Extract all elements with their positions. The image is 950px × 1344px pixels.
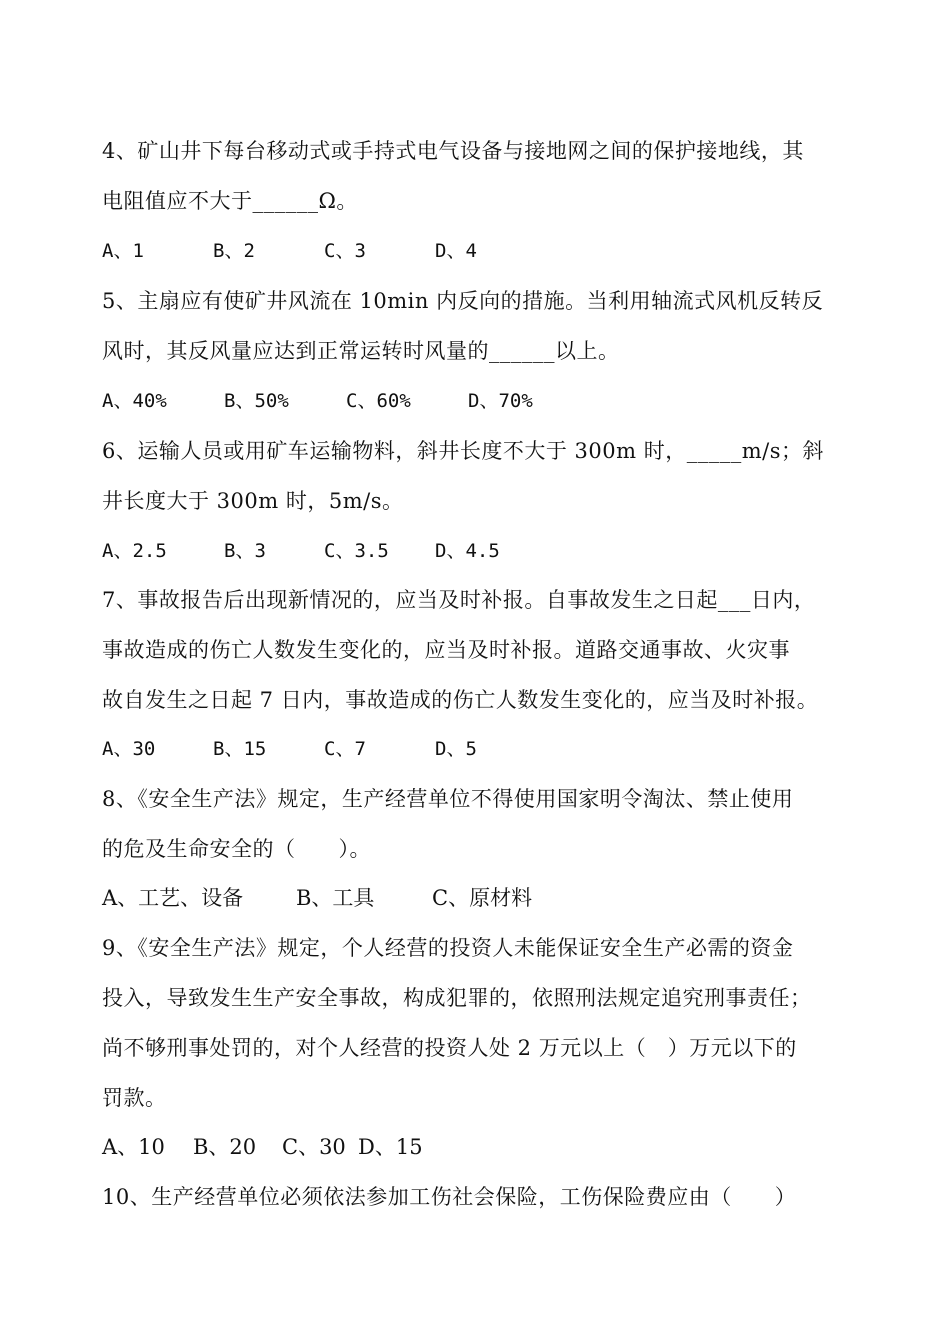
option-b: B、3 <box>224 540 266 562</box>
option-b: B、2 <box>213 240 255 262</box>
question-8-line-1: 8、《安全生产法》规定，生产经营单位不得使用国家明令淘汰、禁止使用 <box>102 787 794 811</box>
option-a: A、1 <box>102 240 144 262</box>
question-7-line-2: 事故造成的伤亡人数发生变化的，应当及时补报。道路交通事故、火灾事 <box>102 638 790 662</box>
option-a: A、2.5 <box>102 540 167 562</box>
option-b: B、50% <box>224 390 289 412</box>
question-6-line-2: 井长度大于 300m 时，5m/s。 <box>102 489 404 513</box>
option-d: D、70% <box>468 390 533 412</box>
option-c: C、30 <box>282 1135 346 1159</box>
option-c: C、原材料 <box>432 886 533 910</box>
question-10-line-1: 10、生产经营单位必须依法参加工伤社会保险，工伤保险费应由（ ） <box>102 1185 797 1209</box>
question-9-line-3: 尚不够刑事处罚的，对个人经营的投资人处 2 万元以上（ ）万元以下的 <box>102 1036 797 1060</box>
question-9-line-2: 投入，导致发生生产安全事故，构成犯罪的，依照刑法规定追究刑事责任； <box>102 986 812 1010</box>
option-c: C、60% <box>346 390 411 412</box>
question-4-line-2: 电阻值应不大于______Ω。 <box>102 189 358 213</box>
option-a: A、10 <box>102 1135 165 1159</box>
option-b: B、15 <box>213 738 267 760</box>
question-9-line-1: 9、《安全生产法》规定，个人经营的投资人未能保证安全生产必需的资金 <box>102 936 794 960</box>
question-9-line-4: 罚款。 <box>102 1086 167 1110</box>
question-7-line-3: 故自发生之日起 7 日内，事故造成的伤亡人数发生变化的，应当及时补报。 <box>102 688 819 712</box>
question-6-line-1: 6、运输人员或用矿车运输物料，斜井长度不大于 300m 时，_____m/s；斜 <box>102 439 824 463</box>
question-7-line-1: 7、事故报告后出现新情况的，应当及时补报。自事故发生之日起___日内， <box>102 588 816 612</box>
option-c: C、7 <box>324 738 366 760</box>
option-d: D、4.5 <box>435 540 500 562</box>
option-d: D、5 <box>435 738 477 760</box>
option-a: A、30 <box>102 738 156 760</box>
option-c: C、3 <box>324 240 366 262</box>
option-b: B、工具 <box>296 886 375 910</box>
option-d: D、15 <box>358 1135 423 1159</box>
option-c: C、3.5 <box>324 540 389 562</box>
question-8-line-2: 的危及生命安全的（ ）。 <box>102 837 371 861</box>
question-4-line-1: 4、矿山井下每台移动式或手持式电气设备与接地网之间的保护接地线，其 <box>102 139 804 163</box>
question-5-line-1: 5、主扇应有使矿井风流在 10min 内反向的措施。当利用轴流式风机反转反 <box>102 289 824 313</box>
option-d: D、4 <box>435 240 477 262</box>
option-b: B、20 <box>193 1135 257 1159</box>
option-a: A、40% <box>102 390 167 412</box>
option-a: A、工艺、设备 <box>102 886 244 910</box>
question-5-line-2: 风时，其反风量应达到正常运转时风量的______以上。 <box>102 339 620 363</box>
